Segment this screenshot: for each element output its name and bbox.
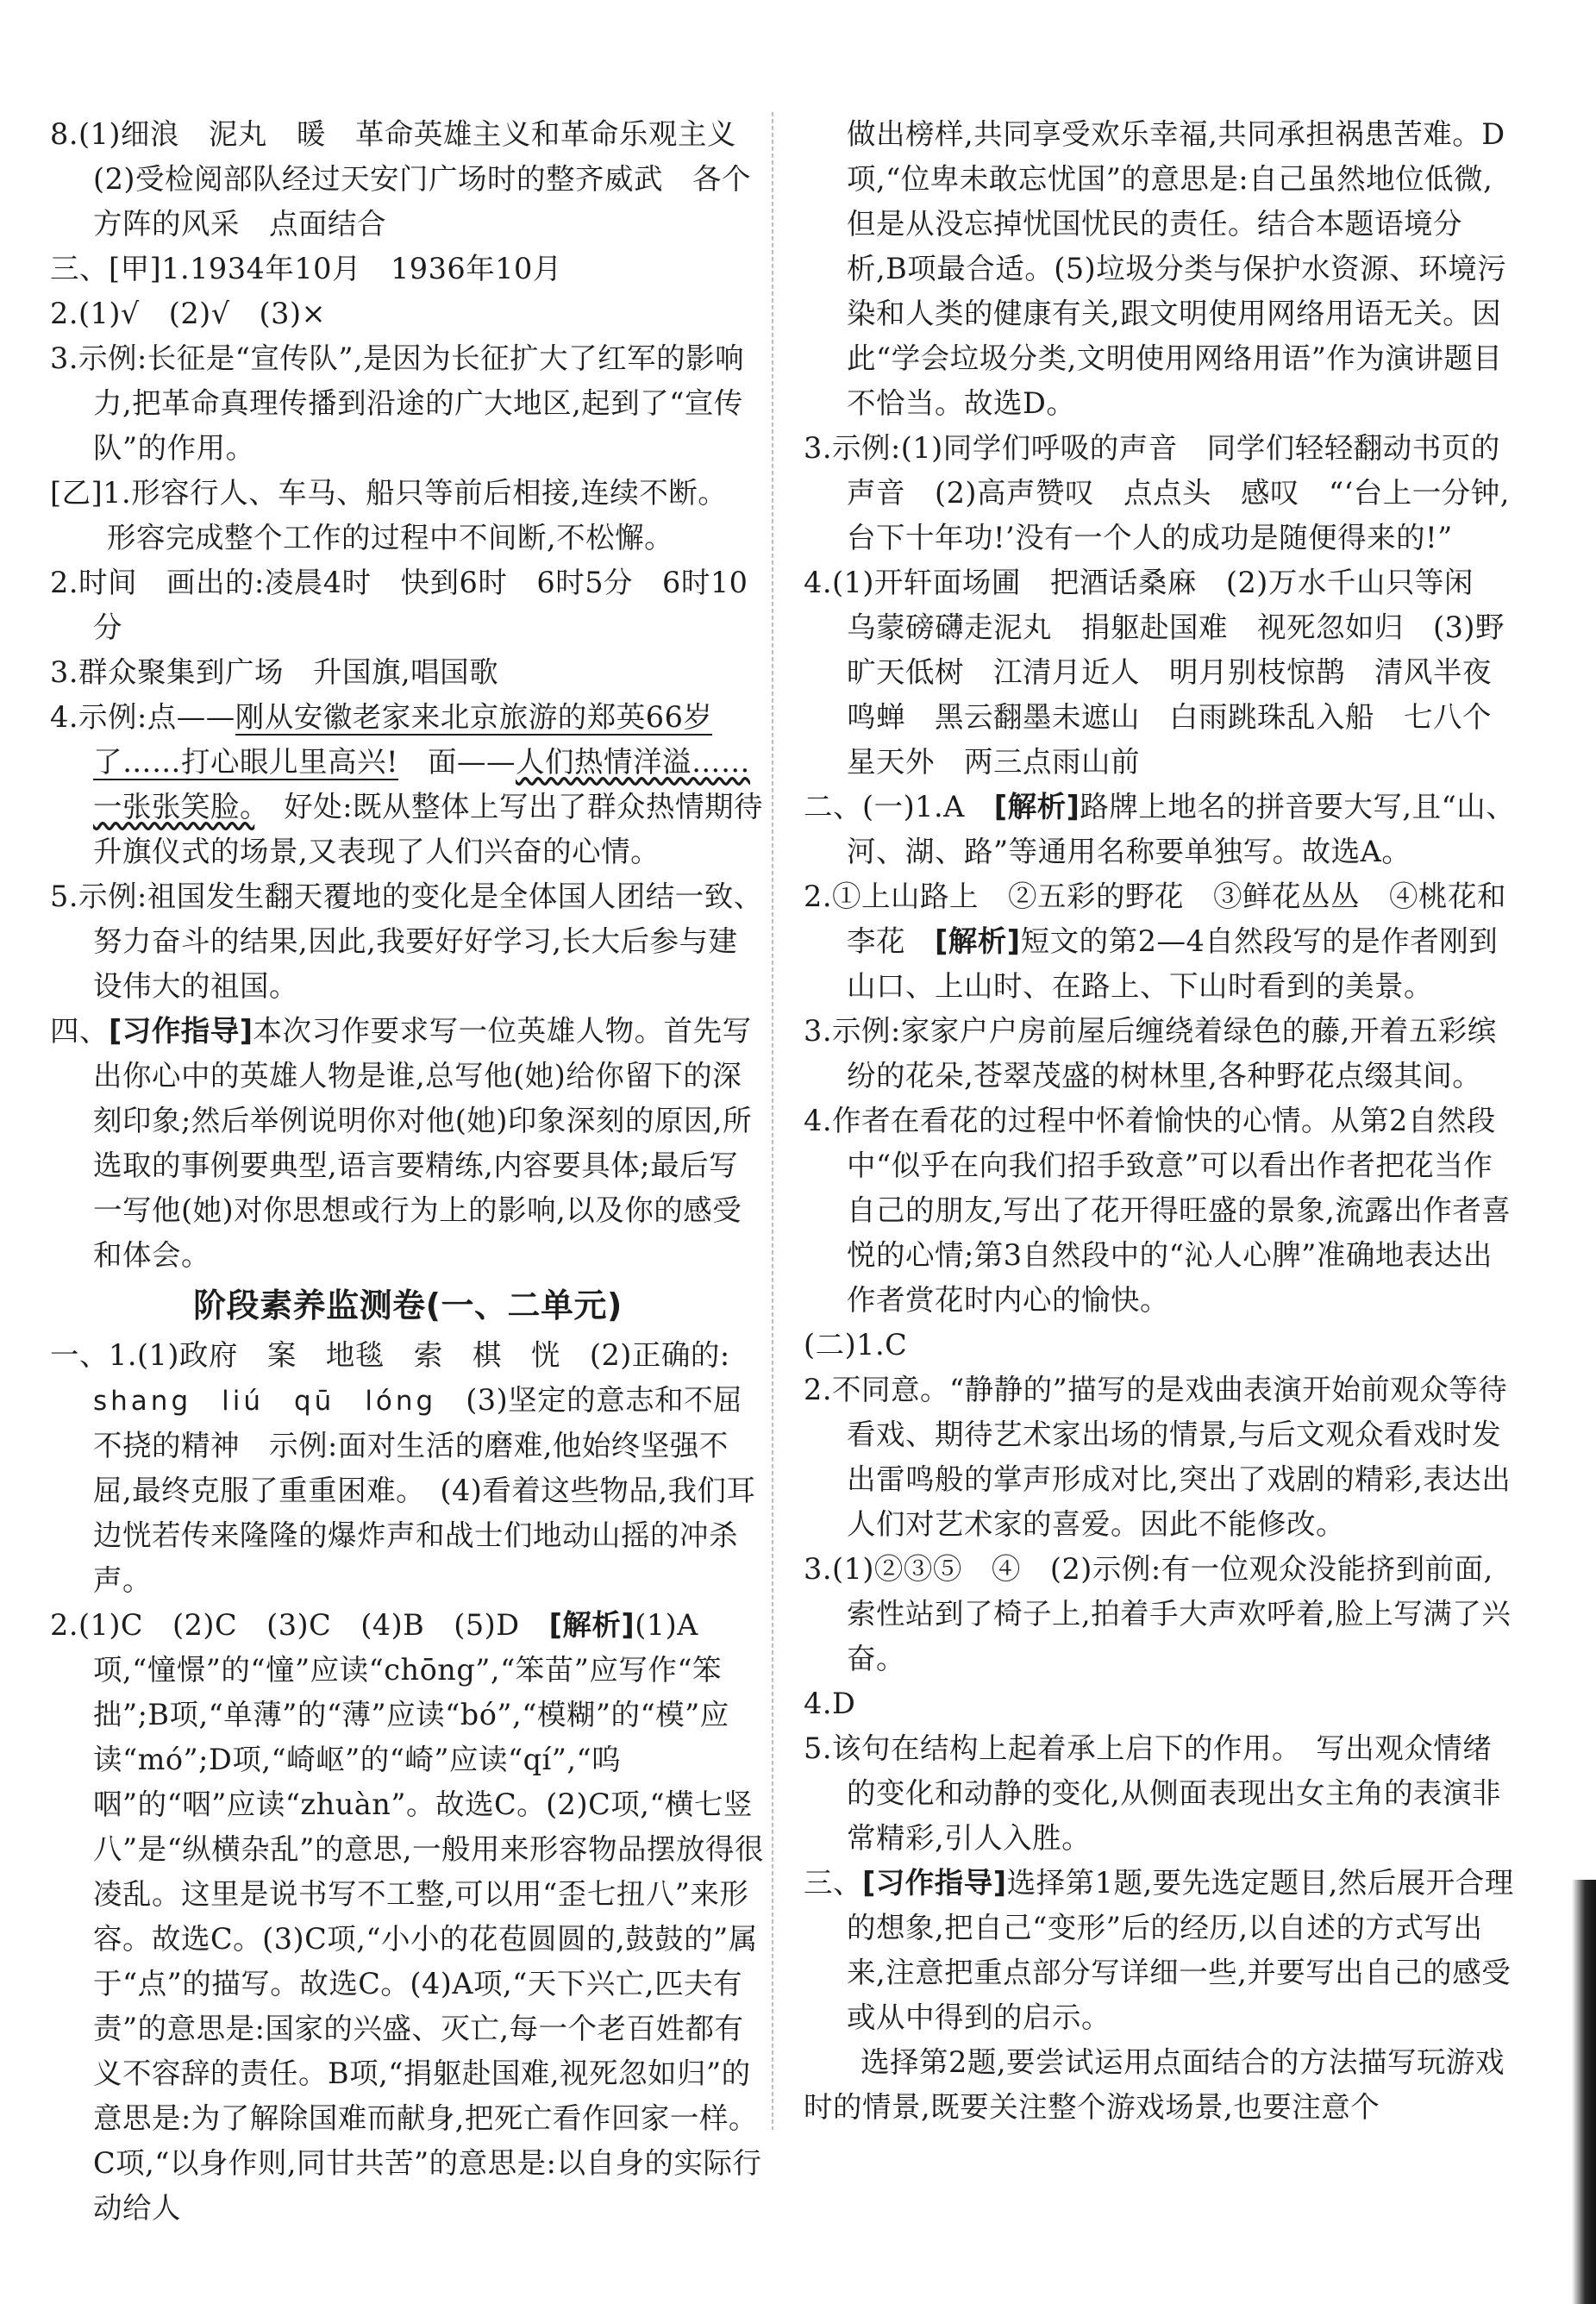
g-label: 三、 [804,1866,862,1900]
part2-2-q2: 2.不同意。“静静的”描写的是戏曲表演开始前观众等待看戏、期待艺术家出场的情景,与后文观众看戏时发出雷鸣般的掌声形成对比,突出了戏剧的精彩,表达出人们对艺术家的喜爱。因此不能修改。 [804,1373,1512,1541]
answer-8-2: (2)受检阅部队经过天安门广场时的整齐威武 各个方阵的风采 点面结合 [93,162,751,241]
part2-1-q3: 3.示例:家家户户房前屋后缠绕着绿色的藤,开着五彩缤纷的花朵,苍翠茂盛的树林里,各种野花点缀其间。 [804,1014,1497,1093]
answer-8-1: 8.(1)细浪 泥丸 暖 革命英雄主义和革命乐观主义 [50,117,736,151]
part1-q3: 3.示例:(1)同学们呼吸的声音 同学们轻轻翻动书页的声音 (2)高声赞叹 点点头 感叹 “‘台上一分钟,台下十年功!’没有一个人的成功是随便得来的!” [804,431,1510,554]
s4-label: 四、 [50,1014,109,1048]
section-3-yi-1a: [乙]1.形容行人、车马、船只等前后相接,连续不断。 [50,476,728,510]
yi4-lead: 4.示例:点—— [50,700,235,734]
p1-q2-analysis: (1)A项,“憧憬”的“憧”应读“chōng”,“笨苗”应写作“笨拙”;B项,“单薄”的“薄”应读“bó”,“模糊”的“模”应读“mó”;D项,“崎岖”的“崎”应读“qí”,“呜咽”的“咽”应读“zhuàn”。故选C。(2)C项,“横七竖八”是“纵横杂乱”的意思,一般用来形容物品摆放得很凌乱。这里是说书写不工整,可以用“歪七扭八”来形容。故选C。(3)C项,“小小的花苞圆圆的,鼓鼓的”属于“点”的描写。故选C。(4)A项,“天下兴亡,匹夫有责”的意思是:国家的兴盛、灭亡,每一个老百姓都有义不容辞的责任。B项,“捐躯赴国难,视死忽如归”的意思是:为了解除国难而献身,把死亡看作回家一样。C项,“以身作则,同甘共苦”的意思是:以自身的实际行动给人 [93,1608,765,2225]
part2-2-q1: (二)1.C [804,1328,908,1362]
s4-text: 本次习作要求写一位英雄人物。首先写出你心中的英雄人物是谁,总写他(她)给你留下的深刻印象;然后举例说明你对他(她)印象深刻的原因,所选取的事例要典型,语言要精练,内容要具体;最后写一写他(她)对你思想或行为上的影响,以及你的感受和体会。 [93,1014,753,1272]
page-edge-shadow [1572,1880,1596,2304]
part2-2-q4: 4.D [804,1687,856,1720]
part2-1-q4: 4.作者在看花的过程中怀着愉快的心情。从第2自然段中“似乎在向我们招手致意”可以看出作者把花当作自己的朋友,写出了花开得旺盛的景象,流露出作者喜悦的心情;第3自然段中的“沁人心脾”准确地表达出作者赏花时内心的愉快。 [804,1104,1512,1317]
part1-q1 [50,1333,766,1603]
section-3-jia-1: 三、[甲]1.1934年10月 1936年10月 [50,252,562,285]
section-3-yi-2: 2.时间 画出的:凌晨4时 快到6时 6时5分 6时10分 [50,566,748,644]
part2-2-q3: 3.(1)②③⑤ ④ (2)示例:有一位观众没能挤到前面,索性站到了椅子上,拍着手大声欢呼着,脸上写满了兴奋。 [804,1552,1512,1675]
e1-analysis: 路牌上地名的拼音要大写,且“山、河、湖、路”等通用名称要单独写。故选A。 [847,790,1516,868]
g-text: 选择第1题,要先选定题目,然后展开合理的想象,把自己“变形”后的经历,以自述的方式写出来,注意把重点部分写详细一些,并要写出自己的感受或从中得到的启示。 [847,1866,1514,2034]
p1-pinyin: shang liú qū lóng [93,1386,437,1417]
section-4-writing [50,1009,766,1278]
analysis-tag: [解析] [935,924,1021,958]
section-3-jia-3: 3.示例:长征是“宣传队”,是因为长征扩大了红军的影响力,把革命真理传播到沿途的广大地区,起到了“宣传队”的作用。 [50,341,745,465]
section-3-yi-1b: 形容完成整个工作的过程中不间断,不松懈。 [107,521,674,554]
writing-guide-tag: [习作指导] [862,1866,1007,1900]
section-title: 阶段素养监测卷(一、二单元) [193,1287,623,1324]
p1-q1-text: 一、1.(1)政府 案 地毯 索 棋 恍 (2)正确的: [50,1338,730,1372]
yi4-benefit: 好处:既从整体上写出了群众热情期待升旗仪式的场景,又表现了人们兴奋的心情。 [93,790,764,868]
writing-guide-tag: [习作指导] [109,1014,253,1048]
analysis-tag: [解析] [548,1608,635,1642]
p1-q1-rest: (3)坚定的意志和不屈不挠的精神 示例:面对生活的磨难,他始终坚强不屈,最终克服了重重困难。 (4)看着这些物品,我们耳边恍若传来隆隆的爆炸声和战士们地动山摇的冲杀声。 [93,1383,756,1597]
e2-answer: 2.①上山路上 ②五彩的野花 ③鲜花丛丛 ④桃花和李花 [804,880,1506,958]
part3-writing-2: 选择第2题,要尝试运用点面结合的方法描写玩游戏时的情景,既要关注整个游戏场景,也要注意个 [804,2045,1505,2124]
part1-q4: 4.(1)开轩面场圃 把酒话桑麻 (2)万水千山只等闲 乌蒙磅礴走泥丸 捐躯赴国难 视死忽如归 (3)野旷天低树 江清月近人 明月别枝惊鹊 清风半夜鸣蝉 黑云翻墨未遮山 白雨跳珠乱入船 七八个星天外 两三点雨山前 [804,566,1505,779]
continued-analysis: 做出榜样,共同享受欢乐幸福,共同承担祸患苦难。D项,“位卑未敢忘忧国”的意思是:自己虽然地位低微,但是从没忘掉忧国忧民的责任。结合本题语境分析,B项最合适。(5)垃圾分类与保护水资源、环境污染和人类的健康有关,跟文明使用网络用语无关。因此“学会垃圾分类,文明使用网络用语”作为演讲题目不恰当。故选D。 [847,117,1507,420]
part2-1-q1 [804,785,1519,874]
left-column [50,112,766,2231]
yi4-mid: 面—— [397,745,516,779]
part2-1-q2 [804,874,1519,1009]
right-column [804,112,1519,2130]
section-3-jia-2: 2.(1)√ (2)√ (3)× [50,297,327,330]
section-3-yi-4 [50,695,766,874]
part2-2-q5: 5.该句在结构上起着承上启下的作用。 写出观众情绪的变化和动静的变化,从侧面表现出女主角的表演非常精彩,引人入胜。 [804,1731,1502,1855]
e1-answer: 二、(一)1.A [804,790,994,823]
analysis-tag: [解析] [993,790,1080,823]
p1-q2-answers: 2.(1)C (2)C (3)C (4)B (5)D [50,1608,549,1642]
e2-analysis: 短文的第2—4自然段写的是作者刚到山口、上山时、在路上、下山时看到的美景。 [847,924,1499,1003]
part1-q2 [50,1603,766,2231]
column-divider [772,112,773,2130]
section-3-yi-3: 3.群众聚集到广场 升国旗,唱国歌 [50,655,499,689]
yi4-area-quote: 人们热情洋溢……一张张笑脸。 [93,745,750,823]
yi4-point-quote: 刚从安徽老家来北京旅游的郑英66岁了……打心眼儿里高兴! [93,700,713,779]
part3-writing [804,1861,1519,2040]
section-3-yi-5: 5.示例:祖国发生翻天覆地的变化是全体国人团结一致、努力奋斗的结果,因此,我要好好学习,长大后参与建设伟大的祖国。 [50,880,763,1003]
